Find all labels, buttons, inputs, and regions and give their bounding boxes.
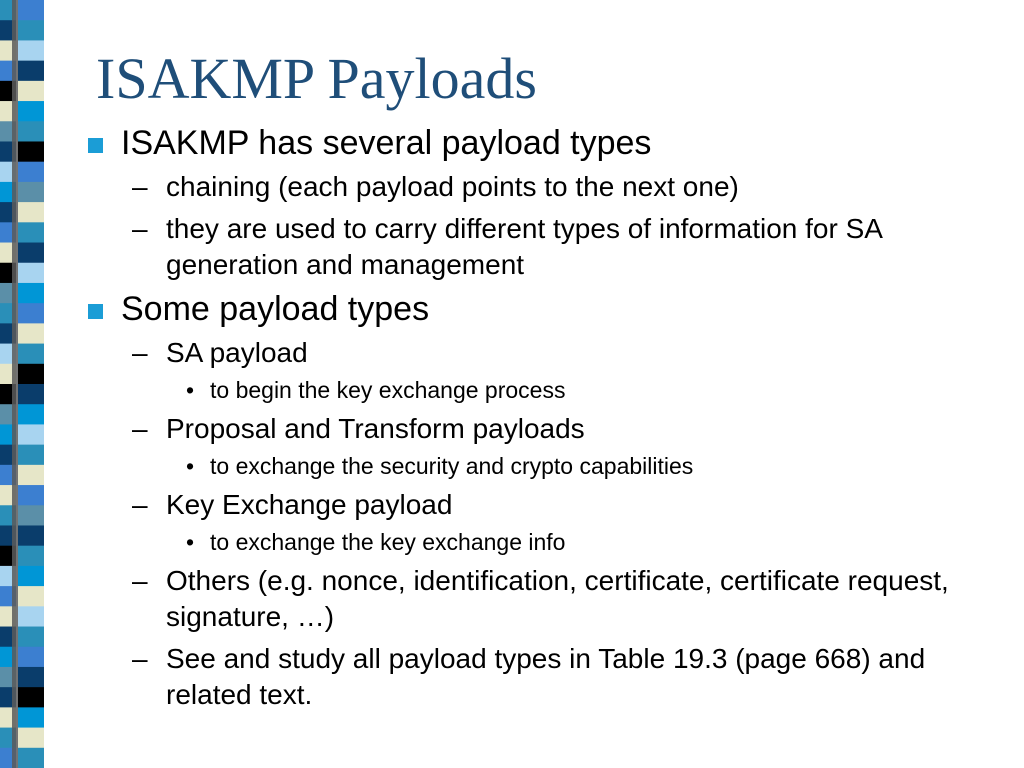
sub-bullet-item (86, 169, 986, 205)
sub-sub-bullet-item (86, 451, 986, 481)
strip-segment (18, 101, 44, 122)
slide-title: ISAKMP Payloads (96, 46, 537, 111)
strip-shadow (12, 0, 18, 768)
dot-marker: • (186, 529, 195, 555)
strip-segment (18, 546, 44, 567)
strip-segment (18, 344, 44, 365)
strip-segment (18, 647, 44, 668)
sub-bullet-item (86, 487, 986, 523)
strip-segment (18, 61, 44, 82)
strip-segment (18, 424, 44, 445)
strip-segment (18, 20, 44, 41)
dash-marker: – (132, 643, 148, 674)
sub-bullet-item (86, 211, 986, 283)
strip-segment (18, 141, 44, 162)
sub-bullet-text: they are used to carry different types of information for SA generation and management (166, 213, 882, 280)
decorative-color-strip (0, 0, 46, 768)
sub-bullet-item (86, 563, 986, 635)
sub-bullet-item (86, 411, 986, 447)
dot-marker: • (186, 377, 195, 403)
sub-sub-bullet-text: to exchange the key exchange info (210, 529, 566, 555)
strip-segment (18, 505, 44, 526)
dash-marker: – (132, 565, 148, 596)
strip-segment (18, 303, 44, 324)
strip-segment (18, 222, 44, 243)
dash-marker: – (132, 489, 148, 520)
strip-segment (18, 323, 44, 344)
sub-bullet-item (86, 335, 986, 371)
strip-segment (18, 182, 44, 203)
dash-marker: – (132, 171, 148, 202)
sub-bullet-text: Others (e.g. nonce, identification, certificate, certificate request, signature, …) (166, 565, 949, 632)
sub-bullet-item (86, 641, 986, 713)
strip-segment (18, 0, 44, 21)
strip-segment (18, 445, 44, 466)
bullet-item (86, 123, 986, 163)
square-bullet-icon (88, 138, 103, 153)
sub-sub-bullet-text: to begin the key exchange process (210, 377, 566, 403)
bullet-item (86, 289, 986, 329)
strip-segment (18, 162, 44, 183)
strip-segment (18, 40, 44, 61)
strip-segment (18, 263, 44, 284)
strip-segment (18, 748, 44, 768)
bullet-text: ISAKMP has several payload types (121, 124, 652, 162)
strip-segment (18, 283, 44, 304)
strip-segment (18, 485, 44, 506)
dot-marker: • (186, 453, 195, 479)
sub-bullet-text: chaining (each payload points to the next one) (166, 171, 739, 202)
slide-content (86, 123, 986, 713)
strip-segment (18, 667, 44, 688)
dash-marker: – (132, 337, 148, 368)
strip-segment (18, 627, 44, 648)
strip-segment (18, 707, 44, 728)
sub-bullet-text: Proposal and Transform payloads (166, 413, 585, 444)
square-bullet-icon (88, 304, 103, 319)
sub-sub-bullet-text: to exchange the security and crypto capabilities (210, 453, 694, 479)
sub-sub-bullet-item (86, 527, 986, 557)
strip-segment (18, 606, 44, 627)
strip-segment (18, 364, 44, 385)
strip-segment (18, 81, 44, 102)
strip-segment (18, 728, 44, 749)
strip-segment (18, 243, 44, 264)
strip-segment (18, 404, 44, 425)
bullet-text: Some payload types (121, 290, 430, 328)
strip-segment (18, 586, 44, 607)
dash-marker: – (132, 213, 148, 244)
strip-segment (18, 687, 44, 708)
dash-marker: – (132, 413, 148, 444)
strip-segment (18, 384, 44, 405)
strip-segment (18, 525, 44, 546)
strip-segment (18, 566, 44, 587)
strip-segment (18, 202, 44, 223)
sub-sub-bullet-item (86, 375, 986, 405)
sub-bullet-text: See and study all payload types in Table 19.3 (page 668) and related text. (166, 643, 926, 710)
sub-bullet-text: SA payload (166, 337, 308, 368)
sub-bullet-text: Key Exchange payload (166, 489, 453, 520)
strip-segment (18, 121, 44, 142)
strip-segment (18, 465, 44, 486)
